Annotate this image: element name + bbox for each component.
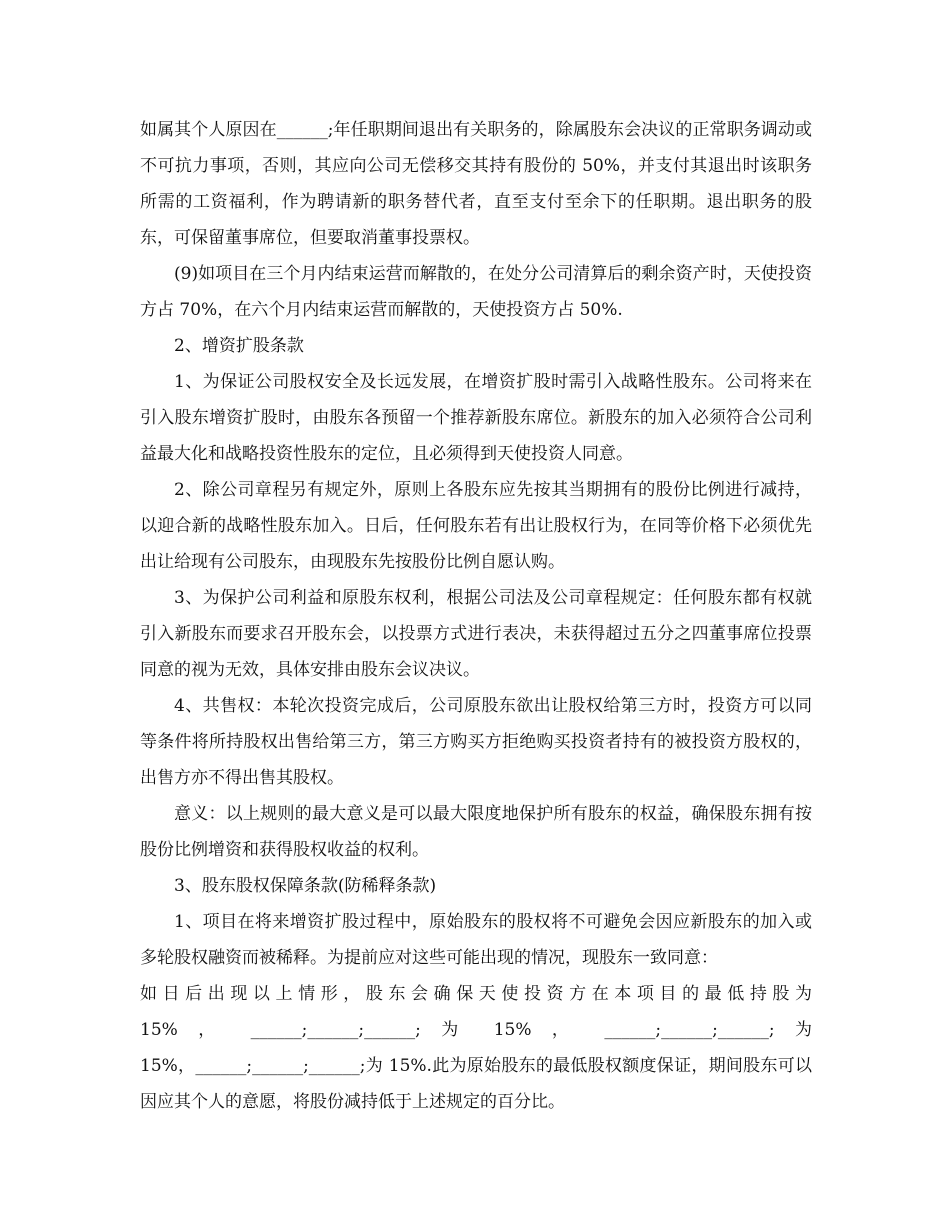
heading-capital-increase: 2、增资扩股条款 bbox=[174, 336, 304, 356]
paragraph-anti-dilution-1: 1、项目在将来增资扩股过程中，原始股东的股权将不可避免会因应新股东的加入或多轮股权融资而被稀释。为提前应对这些可能出现的情况，现股东一致同意： bbox=[140, 912, 812, 968]
paragraph-item-2: 2、除公司章程另有规定外，原则上各股东应先按其当期拥有的股份比例进行减持，以迎合新的战略性股东加入。日后，任何股东若有出让股权行为，在同等价格下必须优先出让给现有公司股东，由现股东先按股份比例自愿认购。 bbox=[140, 480, 812, 572]
heading-anti-dilution: 3、股东股权保障条款(防稀释条款) bbox=[174, 876, 437, 896]
paragraph-item-3: 3、为保护公司利益和原股东权利，根据公司法及公司章程规定：任何股东都有权就引入新股东而要求召开股东会，以投票方式进行表决，未获得超过五分之四董事席位投票同意的视为无效，具体安排由股东会议决议。 bbox=[140, 588, 812, 680]
paragraph-item-4: 4、共售权：本轮次投资完成后，公司原股东欲出让股权给第三方时，投资方可以同等条件将所持股权出售给第三方，第三方购买方拒绝购买投资者持有的被投资方股权的，出售方亦不得出售其股权。 bbox=[140, 696, 812, 788]
paragraph-closing: 15%，______;______;______;为 15%.此为原始股东的最低股权额度保证，期间股东可以因应其个人的意愿，将股份减持低于上述规定的百分比。 bbox=[140, 1056, 812, 1112]
paragraph-significance: 意义：以上规则的最大意义是可以最大限度地保护所有股东的权益，确保股东拥有按股份比例增资和获得股权收益的权利。 bbox=[140, 804, 812, 860]
document-body bbox=[140, 112, 812, 1120]
paragraph-continuation: 如属其个人原因在______;年任职期间退出有关职务的，除属股东会决议的正常职务调动或不可抗力事项，否则，其应向公司无偿移交其持有股份的 50%，并支付其退出时该职务所需的工资福利，作为聘请新的职务替代者，直至支付至余下的任职期。退出职务的股东，可保留董事席位，但要取消董事投票权。 bbox=[140, 120, 812, 248]
paragraph-line-spaced-2: 15% ， ______;______;______; 为 15% ， ______;______;______; 为 bbox=[140, 1020, 812, 1040]
paragraph-clause-9: (9)如项目在三个月内结束运营而解散的，在处分公司清算后的剩余资产时，天使投资方占 70%，在六个月内结束运营而解散的，天使投资方占 50%. bbox=[140, 264, 812, 320]
paragraph-line-spaced-1: 如日后出现以上情形，股东会确保天使投资方在本项目的最低持股为 bbox=[140, 984, 812, 1004]
paragraph-item-1: 1、为保证公司股权安全及长远发展，在增资扩股时需引入战略性股东。公司将来在引入股东增资扩股时，由股东各预留一个推荐新股东席位。新股东的加入必须符合公司利益最大化和战略投资性股东的定位，且必须得到天使投资人同意。 bbox=[140, 372, 812, 464]
